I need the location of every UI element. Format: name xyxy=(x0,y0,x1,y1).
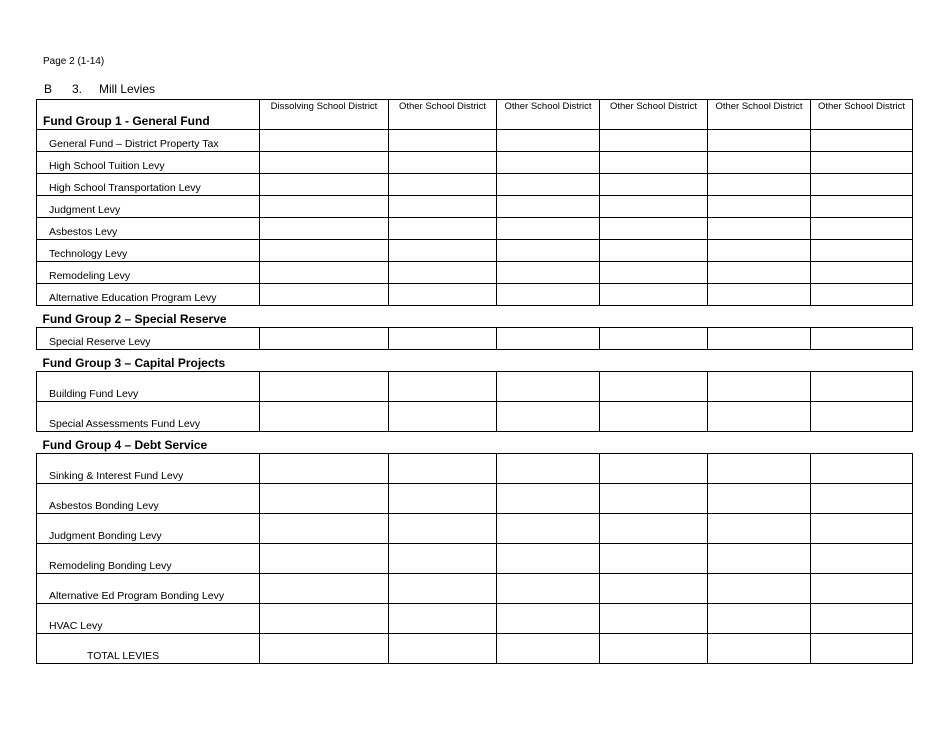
levy-input-cell[interactable] xyxy=(708,372,811,402)
levy-input-cell[interactable] xyxy=(389,454,497,484)
section-number: 3. xyxy=(72,82,83,96)
levy-input-cell[interactable] xyxy=(708,604,811,634)
levy-input-cell[interactable] xyxy=(600,152,708,174)
levy-input-cell[interactable] xyxy=(600,544,708,574)
levy-input-cell[interactable] xyxy=(497,372,600,402)
levy-input-cell[interactable] xyxy=(260,604,389,634)
levy-input-cell[interactable] xyxy=(811,152,913,174)
table-row xyxy=(37,454,913,484)
total-label: TOTAL LEVIES xyxy=(37,634,260,664)
levy-input-cell[interactable] xyxy=(708,218,811,240)
levy-input-cell[interactable] xyxy=(708,514,811,544)
row-label: Technology Levy xyxy=(37,240,260,262)
table-row xyxy=(37,604,913,634)
levy-input-cell[interactable] xyxy=(389,196,497,218)
levy-input-cell[interactable] xyxy=(708,484,811,514)
levy-input-cell[interactable] xyxy=(497,152,600,174)
levy-input-cell[interactable] xyxy=(389,544,497,574)
levy-input-cell[interactable] xyxy=(708,152,811,174)
levy-input-cell[interactable] xyxy=(600,454,708,484)
levy-input-cell[interactable] xyxy=(260,484,389,514)
section-heading xyxy=(44,82,155,96)
levy-input-cell[interactable] xyxy=(708,240,811,262)
levy-input-cell[interactable] xyxy=(260,328,389,350)
levy-input-cell[interactable] xyxy=(260,174,389,196)
group-title-3: Fund Group 3 – Capital Projects xyxy=(37,350,913,372)
levy-input-cell[interactable] xyxy=(811,544,913,574)
table-row xyxy=(37,402,913,432)
levy-input-cell[interactable] xyxy=(260,240,389,262)
levy-input-cell[interactable] xyxy=(260,218,389,240)
row-label: High School Transportation Levy xyxy=(37,174,260,196)
levy-input-cell[interactable] xyxy=(389,262,497,284)
levy-input-cell[interactable] xyxy=(389,328,497,350)
levy-input-cell[interactable] xyxy=(389,402,497,432)
levy-input-cell[interactable] xyxy=(497,484,600,514)
row-label: Building Fund Levy xyxy=(37,372,260,402)
row-label: Special Assessments Fund Levy xyxy=(37,402,260,432)
group-heading-row xyxy=(37,306,913,328)
row-label: High School Tuition Levy xyxy=(37,152,260,174)
table-row xyxy=(37,218,913,240)
levy-input-cell[interactable] xyxy=(708,544,811,574)
table-row xyxy=(37,284,913,306)
row-label: Judgment Levy xyxy=(37,196,260,218)
table-row xyxy=(37,240,913,262)
levy-input-cell[interactable] xyxy=(497,328,600,350)
levy-input-cell[interactable] xyxy=(600,402,708,432)
section-letter: B xyxy=(44,82,53,96)
levy-input-cell[interactable] xyxy=(811,240,913,262)
levy-input-cell[interactable] xyxy=(389,284,497,306)
levy-input-cell[interactable] xyxy=(497,130,600,152)
table-row xyxy=(37,262,913,284)
group-heading-row xyxy=(37,350,913,372)
levy-input-cell[interactable] xyxy=(497,544,600,574)
levy-input-cell[interactable] xyxy=(811,284,913,306)
levy-input-cell[interactable] xyxy=(811,574,913,604)
levy-input-cell[interactable] xyxy=(708,196,811,218)
levy-input-cell[interactable] xyxy=(389,240,497,262)
column-header: Dissolving School District xyxy=(260,100,389,130)
levy-input-cell[interactable] xyxy=(389,574,497,604)
header-row xyxy=(37,100,913,130)
total-input-cell[interactable] xyxy=(389,634,497,664)
levy-input-cell[interactable] xyxy=(600,130,708,152)
levy-input-cell[interactable] xyxy=(600,262,708,284)
table-row xyxy=(37,372,913,402)
levy-input-cell[interactable] xyxy=(260,130,389,152)
levy-input-cell[interactable] xyxy=(811,604,913,634)
levy-input-cell[interactable] xyxy=(260,574,389,604)
levy-input-cell[interactable] xyxy=(389,174,497,196)
levy-input-cell[interactable] xyxy=(708,328,811,350)
table-row xyxy=(37,174,913,196)
levy-input-cell[interactable] xyxy=(389,514,497,544)
levy-input-cell[interactable] xyxy=(497,174,600,196)
levy-input-cell[interactable] xyxy=(708,284,811,306)
levy-input-cell[interactable] xyxy=(708,174,811,196)
row-label: Alternative Ed Program Bonding Levy xyxy=(37,574,260,604)
levy-input-cell[interactable] xyxy=(811,218,913,240)
column-header: Other School District xyxy=(811,100,913,130)
levy-input-cell[interactable] xyxy=(497,218,600,240)
levy-input-cell[interactable] xyxy=(260,402,389,432)
levy-input-cell[interactable] xyxy=(811,130,913,152)
group-title-4: Fund Group 4 – Debt Service xyxy=(37,432,913,454)
table-row xyxy=(37,196,913,218)
levy-input-cell[interactable] xyxy=(389,604,497,634)
column-header: Other School District xyxy=(600,100,708,130)
levy-input-cell[interactable] xyxy=(497,284,600,306)
levy-input-cell[interactable] xyxy=(260,544,389,574)
levy-input-cell[interactable] xyxy=(708,574,811,604)
levy-input-cell[interactable] xyxy=(600,604,708,634)
levy-input-cell[interactable] xyxy=(600,372,708,402)
levy-input-cell[interactable] xyxy=(811,262,913,284)
levy-input-cell[interactable] xyxy=(600,574,708,604)
levy-input-cell[interactable] xyxy=(600,284,708,306)
levy-input-cell[interactable] xyxy=(389,372,497,402)
levy-input-cell[interactable] xyxy=(260,262,389,284)
levy-input-cell[interactable] xyxy=(811,372,913,402)
row-label: General Fund – District Property Tax xyxy=(37,130,260,152)
group-title-2: Fund Group 2 – Special Reserve xyxy=(37,306,913,328)
levy-input-cell[interactable] xyxy=(497,262,600,284)
levy-input-cell[interactable] xyxy=(811,454,913,484)
column-header: Other School District xyxy=(497,100,600,130)
table-row xyxy=(37,484,913,514)
page-number: Page 2 (1-14) xyxy=(43,56,105,67)
row-label: Asbestos Levy xyxy=(37,218,260,240)
table-row xyxy=(37,574,913,604)
table-row xyxy=(37,514,913,544)
levy-input-cell[interactable] xyxy=(497,402,600,432)
levy-input-cell[interactable] xyxy=(260,514,389,544)
levy-input-cell[interactable] xyxy=(260,152,389,174)
total-input-cell[interactable] xyxy=(497,634,600,664)
levy-input-cell[interactable] xyxy=(497,454,600,484)
levy-input-cell[interactable] xyxy=(389,218,497,240)
table-row xyxy=(37,328,913,350)
levy-input-cell[interactable] xyxy=(811,328,913,350)
levy-input-cell[interactable] xyxy=(389,130,497,152)
total-input-cell[interactable] xyxy=(260,634,389,664)
total-input-cell[interactable] xyxy=(811,634,913,664)
levy-input-cell[interactable] xyxy=(497,604,600,634)
levy-input-cell[interactable] xyxy=(260,372,389,402)
total-input-cell[interactable] xyxy=(708,634,811,664)
levy-input-cell[interactable] xyxy=(497,514,600,544)
levy-input-cell[interactable] xyxy=(708,454,811,484)
total-input-cell[interactable] xyxy=(600,634,708,664)
row-label: Special Reserve Levy xyxy=(37,328,260,350)
levy-input-cell[interactable] xyxy=(811,174,913,196)
row-label: Alternative Education Program Levy xyxy=(37,284,260,306)
column-header: Other School District xyxy=(708,100,811,130)
levy-input-cell[interactable] xyxy=(600,240,708,262)
row-label: Sinking & Interest Fund Levy xyxy=(37,454,260,484)
levy-input-cell[interactable] xyxy=(497,196,600,218)
levy-input-cell[interactable] xyxy=(811,196,913,218)
levy-input-cell[interactable] xyxy=(389,152,497,174)
levy-input-cell[interactable] xyxy=(260,454,389,484)
table-row xyxy=(37,130,913,152)
row-label: Remodeling Bonding Levy xyxy=(37,544,260,574)
levy-input-cell[interactable] xyxy=(811,514,913,544)
levy-input-cell[interactable] xyxy=(600,196,708,218)
section-title: Mill Levies xyxy=(99,82,156,96)
levy-input-cell[interactable] xyxy=(600,328,708,350)
levy-input-cell[interactable] xyxy=(600,484,708,514)
levy-input-cell[interactable] xyxy=(260,196,389,218)
row-label: Remodeling Levy xyxy=(37,262,260,284)
row-label: Asbestos Bonding Levy xyxy=(37,484,260,514)
levy-input-cell[interactable] xyxy=(708,130,811,152)
levy-input-cell[interactable] xyxy=(811,484,913,514)
row-label: HVAC Levy xyxy=(37,604,260,634)
group-heading-row xyxy=(37,432,913,454)
levy-input-cell[interactable] xyxy=(708,402,811,432)
levy-input-cell[interactable] xyxy=(708,262,811,284)
row-label: Judgment Bonding Levy xyxy=(37,514,260,544)
levy-input-cell[interactable] xyxy=(600,218,708,240)
levy-input-cell[interactable] xyxy=(600,514,708,544)
column-header: Other School District xyxy=(389,100,497,130)
levy-input-cell[interactable] xyxy=(260,284,389,306)
total-row xyxy=(37,634,913,664)
levy-input-cell[interactable] xyxy=(600,174,708,196)
levy-input-cell[interactable] xyxy=(811,402,913,432)
levy-input-cell[interactable] xyxy=(497,574,600,604)
table-row xyxy=(37,544,913,574)
group-title-1: Fund Group 1 - General Fund xyxy=(37,100,260,130)
levy-input-cell[interactable] xyxy=(389,484,497,514)
levy-input-cell[interactable] xyxy=(497,240,600,262)
mill-levies-table xyxy=(36,99,913,664)
table-row xyxy=(37,152,913,174)
